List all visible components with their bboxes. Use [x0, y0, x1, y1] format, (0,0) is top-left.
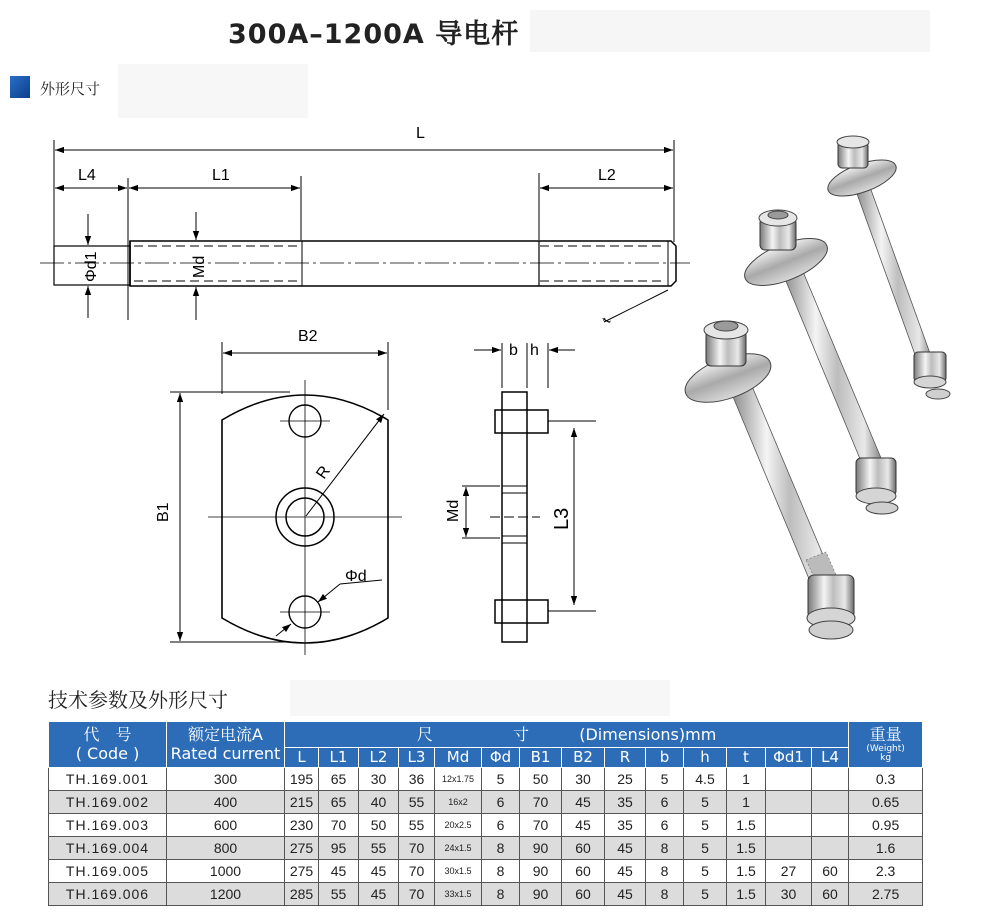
- cell-phi-d1: 27: [766, 860, 812, 883]
- cell-L3: 36: [399, 768, 435, 791]
- rod-side-view: [40, 140, 690, 322]
- label-R: R: [313, 463, 334, 483]
- cell-code: TH.169.006: [49, 883, 167, 906]
- cell-L: 285: [285, 883, 319, 906]
- cell-phi-d: 5: [482, 768, 520, 791]
- cell-L4: [812, 814, 849, 837]
- cell-phi-d1: [766, 814, 812, 837]
- cell-L1: 55: [319, 883, 359, 906]
- cell-L3: 70: [399, 837, 435, 860]
- cell-B1: 90: [520, 883, 562, 906]
- cell-L2: 45: [359, 883, 399, 906]
- cell-L1: 70: [319, 814, 359, 837]
- cell-phi-d: 8: [482, 883, 520, 906]
- cell-code: TH.169.004: [49, 837, 167, 860]
- label-L: L: [416, 125, 425, 142]
- cell-b: 6: [646, 814, 684, 837]
- label-Md-side: Md: [445, 499, 462, 522]
- label-phi-d1: Φd1: [83, 251, 100, 282]
- cell-L4: [812, 837, 849, 860]
- spec-table-body: [49, 768, 923, 906]
- header-current: [167, 722, 285, 768]
- cell-phi-d: 8: [482, 860, 520, 883]
- header-col-phi-d: Φd: [482, 748, 520, 768]
- header-weight-cn: 重量: [869, 724, 902, 744]
- cell-L: 275: [285, 837, 319, 860]
- cell-current: 400: [167, 791, 285, 814]
- label-h: h: [530, 342, 539, 359]
- header-code: [49, 722, 167, 768]
- label-L2: L2: [598, 167, 616, 184]
- cell-L4: [812, 791, 849, 814]
- rod-dimension-labels: [78, 125, 616, 326]
- cell-t: 1: [727, 791, 766, 814]
- label-Md: Md: [191, 255, 208, 278]
- cell-current: 300: [167, 768, 285, 791]
- cell-L1: 65: [319, 768, 359, 791]
- cell-B2: 60: [562, 837, 605, 860]
- header-col-R: R: [605, 748, 646, 768]
- cell-L2: 45: [359, 860, 399, 883]
- cell-weight: 1.6: [849, 837, 923, 860]
- header-dims-en: (Dimensions)mm: [579, 724, 717, 744]
- header-col-h: h: [684, 748, 727, 768]
- header-col-Md: Md: [435, 748, 482, 768]
- cell-R: 35: [605, 791, 646, 814]
- header-code-cn: 代 号: [83, 725, 132, 744]
- cell-h: 5: [684, 814, 727, 837]
- tech-section-title: 技术参数及外形尺寸: [48, 688, 228, 712]
- cell-L1: 65: [319, 791, 359, 814]
- cell-b: 8: [646, 837, 684, 860]
- cell-B1: 70: [520, 791, 562, 814]
- cell-L3: 55: [399, 791, 435, 814]
- header-col-B1: B1: [520, 748, 562, 768]
- header-col-t: t: [727, 748, 766, 768]
- table-row: [49, 768, 923, 791]
- tech-title-band: [290, 680, 670, 716]
- cell-B1: 90: [520, 837, 562, 860]
- cell-weight: 2.75: [849, 883, 923, 906]
- cell-L3: 70: [399, 860, 435, 883]
- label-L4: L4: [78, 167, 96, 184]
- cell-R: 45: [605, 837, 646, 860]
- cell-weight: 0.95: [849, 814, 923, 837]
- cell-Md: 20x2.5: [435, 814, 482, 837]
- cell-Md: 24x1.5: [435, 837, 482, 860]
- label-B1: B1: [155, 502, 172, 522]
- header-weight: [849, 722, 923, 768]
- section-title: 外形尺寸: [40, 80, 101, 98]
- label-t: t: [598, 314, 614, 326]
- cell-L3: 55: [399, 814, 435, 837]
- cell-L2: 50: [359, 814, 399, 837]
- cell-code: TH.169.003: [49, 814, 167, 837]
- page-title: 300A–1200A 导电杆: [228, 19, 520, 50]
- cell-B2: 45: [562, 814, 605, 837]
- cell-current: 1200: [167, 883, 285, 906]
- cell-L: 230: [285, 814, 319, 837]
- table-header-row-1: [49, 722, 923, 748]
- cell-Md: 30x1.5: [435, 860, 482, 883]
- cell-h: 5: [684, 791, 727, 814]
- header-code-en: ( Code ): [75, 744, 140, 763]
- cell-b: 5: [646, 768, 684, 791]
- cell-t: 1.5: [727, 814, 766, 837]
- label-phi-d: Φd: [345, 568, 367, 585]
- cell-Md: 12x1.75: [435, 768, 482, 791]
- cell-t: 1.5: [727, 837, 766, 860]
- header-weight-unit: kg: [880, 752, 892, 763]
- cell-L2: 40: [359, 791, 399, 814]
- cell-L4: 60: [812, 860, 849, 883]
- header-col-L2: L2: [359, 748, 399, 768]
- cell-t: 1: [727, 768, 766, 791]
- table-row: [49, 860, 923, 883]
- cell-B2: 30: [562, 768, 605, 791]
- header-current-cn: 额定电流A: [188, 725, 263, 744]
- label-L3: L3: [551, 507, 573, 530]
- cell-phi-d: 8: [482, 837, 520, 860]
- header-col-b: b: [646, 748, 684, 768]
- cell-t: 1.5: [727, 860, 766, 883]
- table-row: [49, 837, 923, 860]
- cell-L4: 60: [812, 883, 849, 906]
- cell-B1: 70: [520, 814, 562, 837]
- cell-current: 1000: [167, 860, 285, 883]
- cell-L3: 70: [399, 883, 435, 906]
- cell-Md: 33x1.5: [435, 883, 482, 906]
- cell-current: 800: [167, 837, 285, 860]
- header-dims-cn-2: 寸: [513, 724, 530, 744]
- header-dims-cn-1: 尺: [416, 724, 433, 744]
- cell-b: 8: [646, 883, 684, 906]
- cell-weight: 0.3: [849, 768, 923, 791]
- header-col-L: L: [285, 748, 319, 768]
- cell-phi-d1: [766, 768, 812, 791]
- cell-b: 6: [646, 791, 684, 814]
- plate-dimension-labels: [155, 328, 367, 585]
- spec-table: [48, 721, 923, 906]
- side-dimension-labels: [445, 342, 573, 530]
- cell-code: TH.169.001: [49, 768, 167, 791]
- cell-phi-d1: [766, 791, 812, 814]
- cell-weight: 0.65: [849, 791, 923, 814]
- table-row: [49, 814, 923, 837]
- header-weight-en: (Weight): [866, 743, 905, 754]
- cell-code: TH.169.005: [49, 860, 167, 883]
- cell-L2: 55: [359, 837, 399, 860]
- cell-h: 5: [684, 837, 727, 860]
- label-B2: B2: [298, 328, 318, 345]
- cell-code: TH.169.002: [49, 791, 167, 814]
- table-row: [49, 791, 923, 814]
- label-b: b: [509, 342, 518, 359]
- cell-L4: [812, 768, 849, 791]
- cell-L1: 95: [319, 837, 359, 860]
- cell-h: 5: [684, 883, 727, 906]
- cell-R: 45: [605, 883, 646, 906]
- cell-B2: 60: [562, 883, 605, 906]
- header-dimensions: [285, 722, 849, 748]
- cell-B1: 50: [520, 768, 562, 791]
- cell-phi-d1: [766, 837, 812, 860]
- cell-Md: 16x2: [435, 791, 482, 814]
- plate-side-view: [462, 343, 596, 642]
- cell-L1: 45: [319, 860, 359, 883]
- header-col-L4: L4: [812, 748, 849, 768]
- cell-current: 600: [167, 814, 285, 837]
- header-col-phi-d1: Φd1: [766, 748, 812, 768]
- cell-phi-d1: 30: [766, 883, 812, 906]
- header-col-L3: L3: [399, 748, 435, 768]
- plate-front-view: [170, 342, 402, 655]
- cell-h: 4.5: [684, 768, 727, 791]
- header-current-en: Rated current: [170, 744, 281, 763]
- cell-h: 5: [684, 860, 727, 883]
- cell-R: 35: [605, 814, 646, 837]
- cell-phi-d: 6: [482, 791, 520, 814]
- header-col-L1: L1: [319, 748, 359, 768]
- rod-small: [823, 136, 950, 399]
- cell-R: 25: [605, 768, 646, 791]
- cell-phi-d: 6: [482, 814, 520, 837]
- cell-B2: 60: [562, 860, 605, 883]
- cell-B2: 45: [562, 791, 605, 814]
- table-row: [49, 883, 923, 906]
- label-L1: L1: [212, 167, 230, 184]
- cell-L2: 30: [359, 768, 399, 791]
- cell-L: 195: [285, 768, 319, 791]
- header-col-B2: B2: [562, 748, 605, 768]
- cell-L: 275: [285, 860, 319, 883]
- cell-t: 1.5: [727, 883, 766, 906]
- cell-b: 8: [646, 860, 684, 883]
- product-photo: [679, 136, 950, 639]
- cell-R: 45: [605, 860, 646, 883]
- cell-L: 215: [285, 791, 319, 814]
- cell-B1: 90: [520, 860, 562, 883]
- cell-weight: 2.3: [849, 860, 923, 883]
